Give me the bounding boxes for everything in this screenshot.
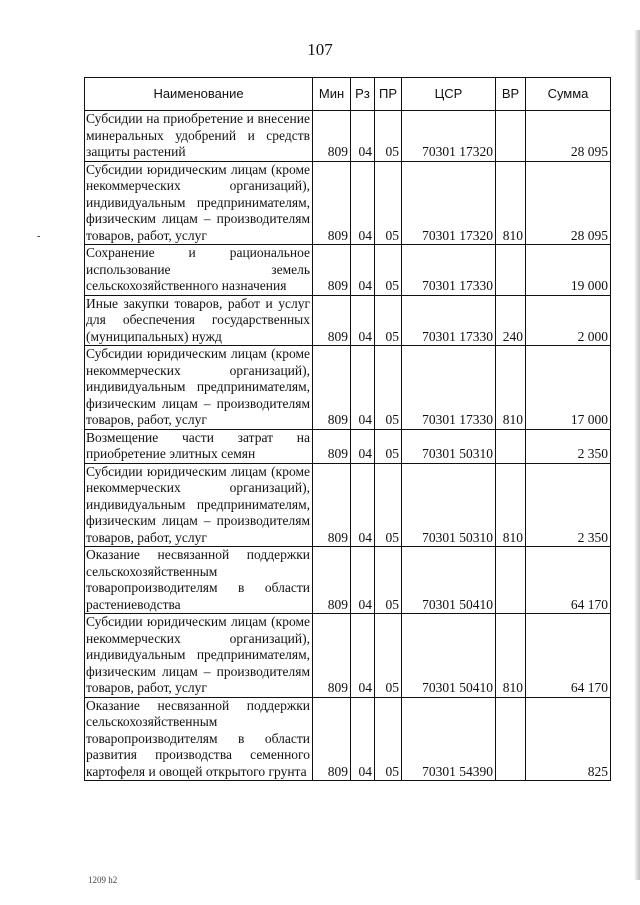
row-sum: 825 [526, 697, 611, 781]
row-pr: 05 [375, 463, 402, 547]
row-rz: 04 [351, 547, 375, 614]
row-csr: 70301 50310 [402, 429, 496, 463]
row-csr: 70301 50410 [402, 614, 496, 698]
side-mark: - [37, 231, 41, 242]
row-pr: 05 [375, 547, 402, 614]
row-pr: 05 [375, 429, 402, 463]
row-csr: 70301 54390 [402, 697, 496, 781]
row-min: 809 [313, 463, 351, 547]
row-name: Субсидии юридическим лицам (кроме некоммерческих организаций), индивидуальным предпринимателям, физическим лицам – производителям товаров, работ, услуг [85, 161, 313, 245]
row-name: Возмещение части затрат на приобретение элитных семян [85, 429, 313, 463]
row-vr [496, 429, 526, 463]
row-name: Оказание несвязанной поддержки сельскохозяйственным товаропроизводителям в области растениеводства [85, 547, 313, 614]
header-sum: Сумма [526, 78, 611, 111]
row-sum: 2 000 [526, 295, 611, 346]
row-rz: 04 [351, 614, 375, 698]
row-rz: 04 [351, 295, 375, 346]
row-rz: 04 [351, 161, 375, 245]
row-csr: 70301 17330 [402, 295, 496, 346]
row-pr: 05 [375, 295, 402, 346]
row-rz: 04 [351, 463, 375, 547]
row-pr: 05 [375, 111, 402, 162]
row-vr [496, 111, 526, 162]
row-sum: 28 095 [526, 161, 611, 245]
row-vr: 810 [496, 161, 526, 245]
row-sum: 28 095 [526, 111, 611, 162]
row-rz: 04 [351, 429, 375, 463]
row-min: 809 [313, 161, 351, 245]
header-vr: ВР [496, 78, 526, 111]
table-row [85, 346, 611, 430]
row-rz: 04 [351, 245, 375, 296]
row-name: Оказание несвязанной поддержки сельскохозяйственным товаропроизводителям в области развития производства семенного картофеля и овощей открытого грунта [85, 697, 313, 781]
footer-code: 1209 h2 [88, 875, 118, 885]
row-min: 809 [313, 245, 351, 296]
row-vr: 810 [496, 463, 526, 547]
row-min: 809 [313, 614, 351, 698]
page-number: 107 [307, 40, 333, 59]
row-csr: 70301 17320 [402, 111, 496, 162]
header-name: Наименование [85, 78, 313, 111]
table-row [85, 245, 611, 296]
row-vr: 810 [496, 614, 526, 698]
table-row [85, 429, 611, 463]
row-name: Субсидии юридическим лицам (кроме некоммерческих организаций), индивидуальным предпринимателям, физическим лицам – производителям товаров, работ, услуг [85, 614, 313, 698]
row-pr: 05 [375, 161, 402, 245]
table-row [85, 614, 611, 698]
table-row [85, 161, 611, 245]
row-sum: 19 000 [526, 245, 611, 296]
row-pr: 05 [375, 697, 402, 781]
row-vr [496, 547, 526, 614]
row-vr [496, 697, 526, 781]
row-min: 809 [313, 429, 351, 463]
row-vr: 810 [496, 346, 526, 430]
table-row [85, 463, 611, 547]
row-min: 809 [313, 111, 351, 162]
row-min: 809 [313, 547, 351, 614]
row-sum: 2 350 [526, 429, 611, 463]
table-row [85, 547, 611, 614]
row-csr: 70301 17330 [402, 346, 496, 430]
table-row [85, 111, 611, 162]
row-rz: 04 [351, 697, 375, 781]
row-sum: 64 170 [526, 614, 611, 698]
row-sum: 17 000 [526, 346, 611, 430]
row-pr: 05 [375, 614, 402, 698]
header-pr: ПР [375, 78, 402, 111]
table-header-row [85, 78, 611, 111]
row-min: 809 [313, 697, 351, 781]
header-rz: Рз [351, 78, 375, 111]
row-name: Субсидии на приобретение и внесение минеральных удобрений и средств защиты растений [85, 111, 313, 162]
row-name: Иные закупки товаров, работ и услуг для обеспечения государственных (муниципальных) нужд [85, 295, 313, 346]
header-min: Мин [313, 78, 351, 111]
row-vr: 240 [496, 295, 526, 346]
row-vr [496, 245, 526, 296]
row-sum: 2 350 [526, 463, 611, 547]
row-name: Субсидии юридическим лицам (кроме некоммерческих организаций), индивидуальным предпринимателям, физическим лицам – производителям товаров, работ, услуг [85, 346, 313, 430]
budget-table [84, 77, 611, 781]
row-rz: 04 [351, 346, 375, 430]
row-pr: 05 [375, 245, 402, 296]
row-min: 809 [313, 295, 351, 346]
row-sum: 64 170 [526, 547, 611, 614]
row-rz: 04 [351, 111, 375, 162]
row-csr: 70301 17330 [402, 245, 496, 296]
row-min: 809 [313, 346, 351, 430]
table-row [85, 697, 611, 781]
table-row [85, 295, 611, 346]
row-pr: 05 [375, 346, 402, 430]
scan-edge-shadow [634, 30, 640, 880]
row-name: Субсидии юридическим лицам (кроме некоммерческих организаций), индивидуальным предпринимателям, физическим лицам – производителям товаров, работ, услуг [85, 463, 313, 547]
row-csr: 70301 17320 [402, 161, 496, 245]
row-csr: 70301 50310 [402, 463, 496, 547]
row-name: Сохранение и рациональное использование земель сельскохозяйственного назначения [85, 245, 313, 296]
row-csr: 70301 50410 [402, 547, 496, 614]
header-csr: ЦСР [402, 78, 496, 111]
